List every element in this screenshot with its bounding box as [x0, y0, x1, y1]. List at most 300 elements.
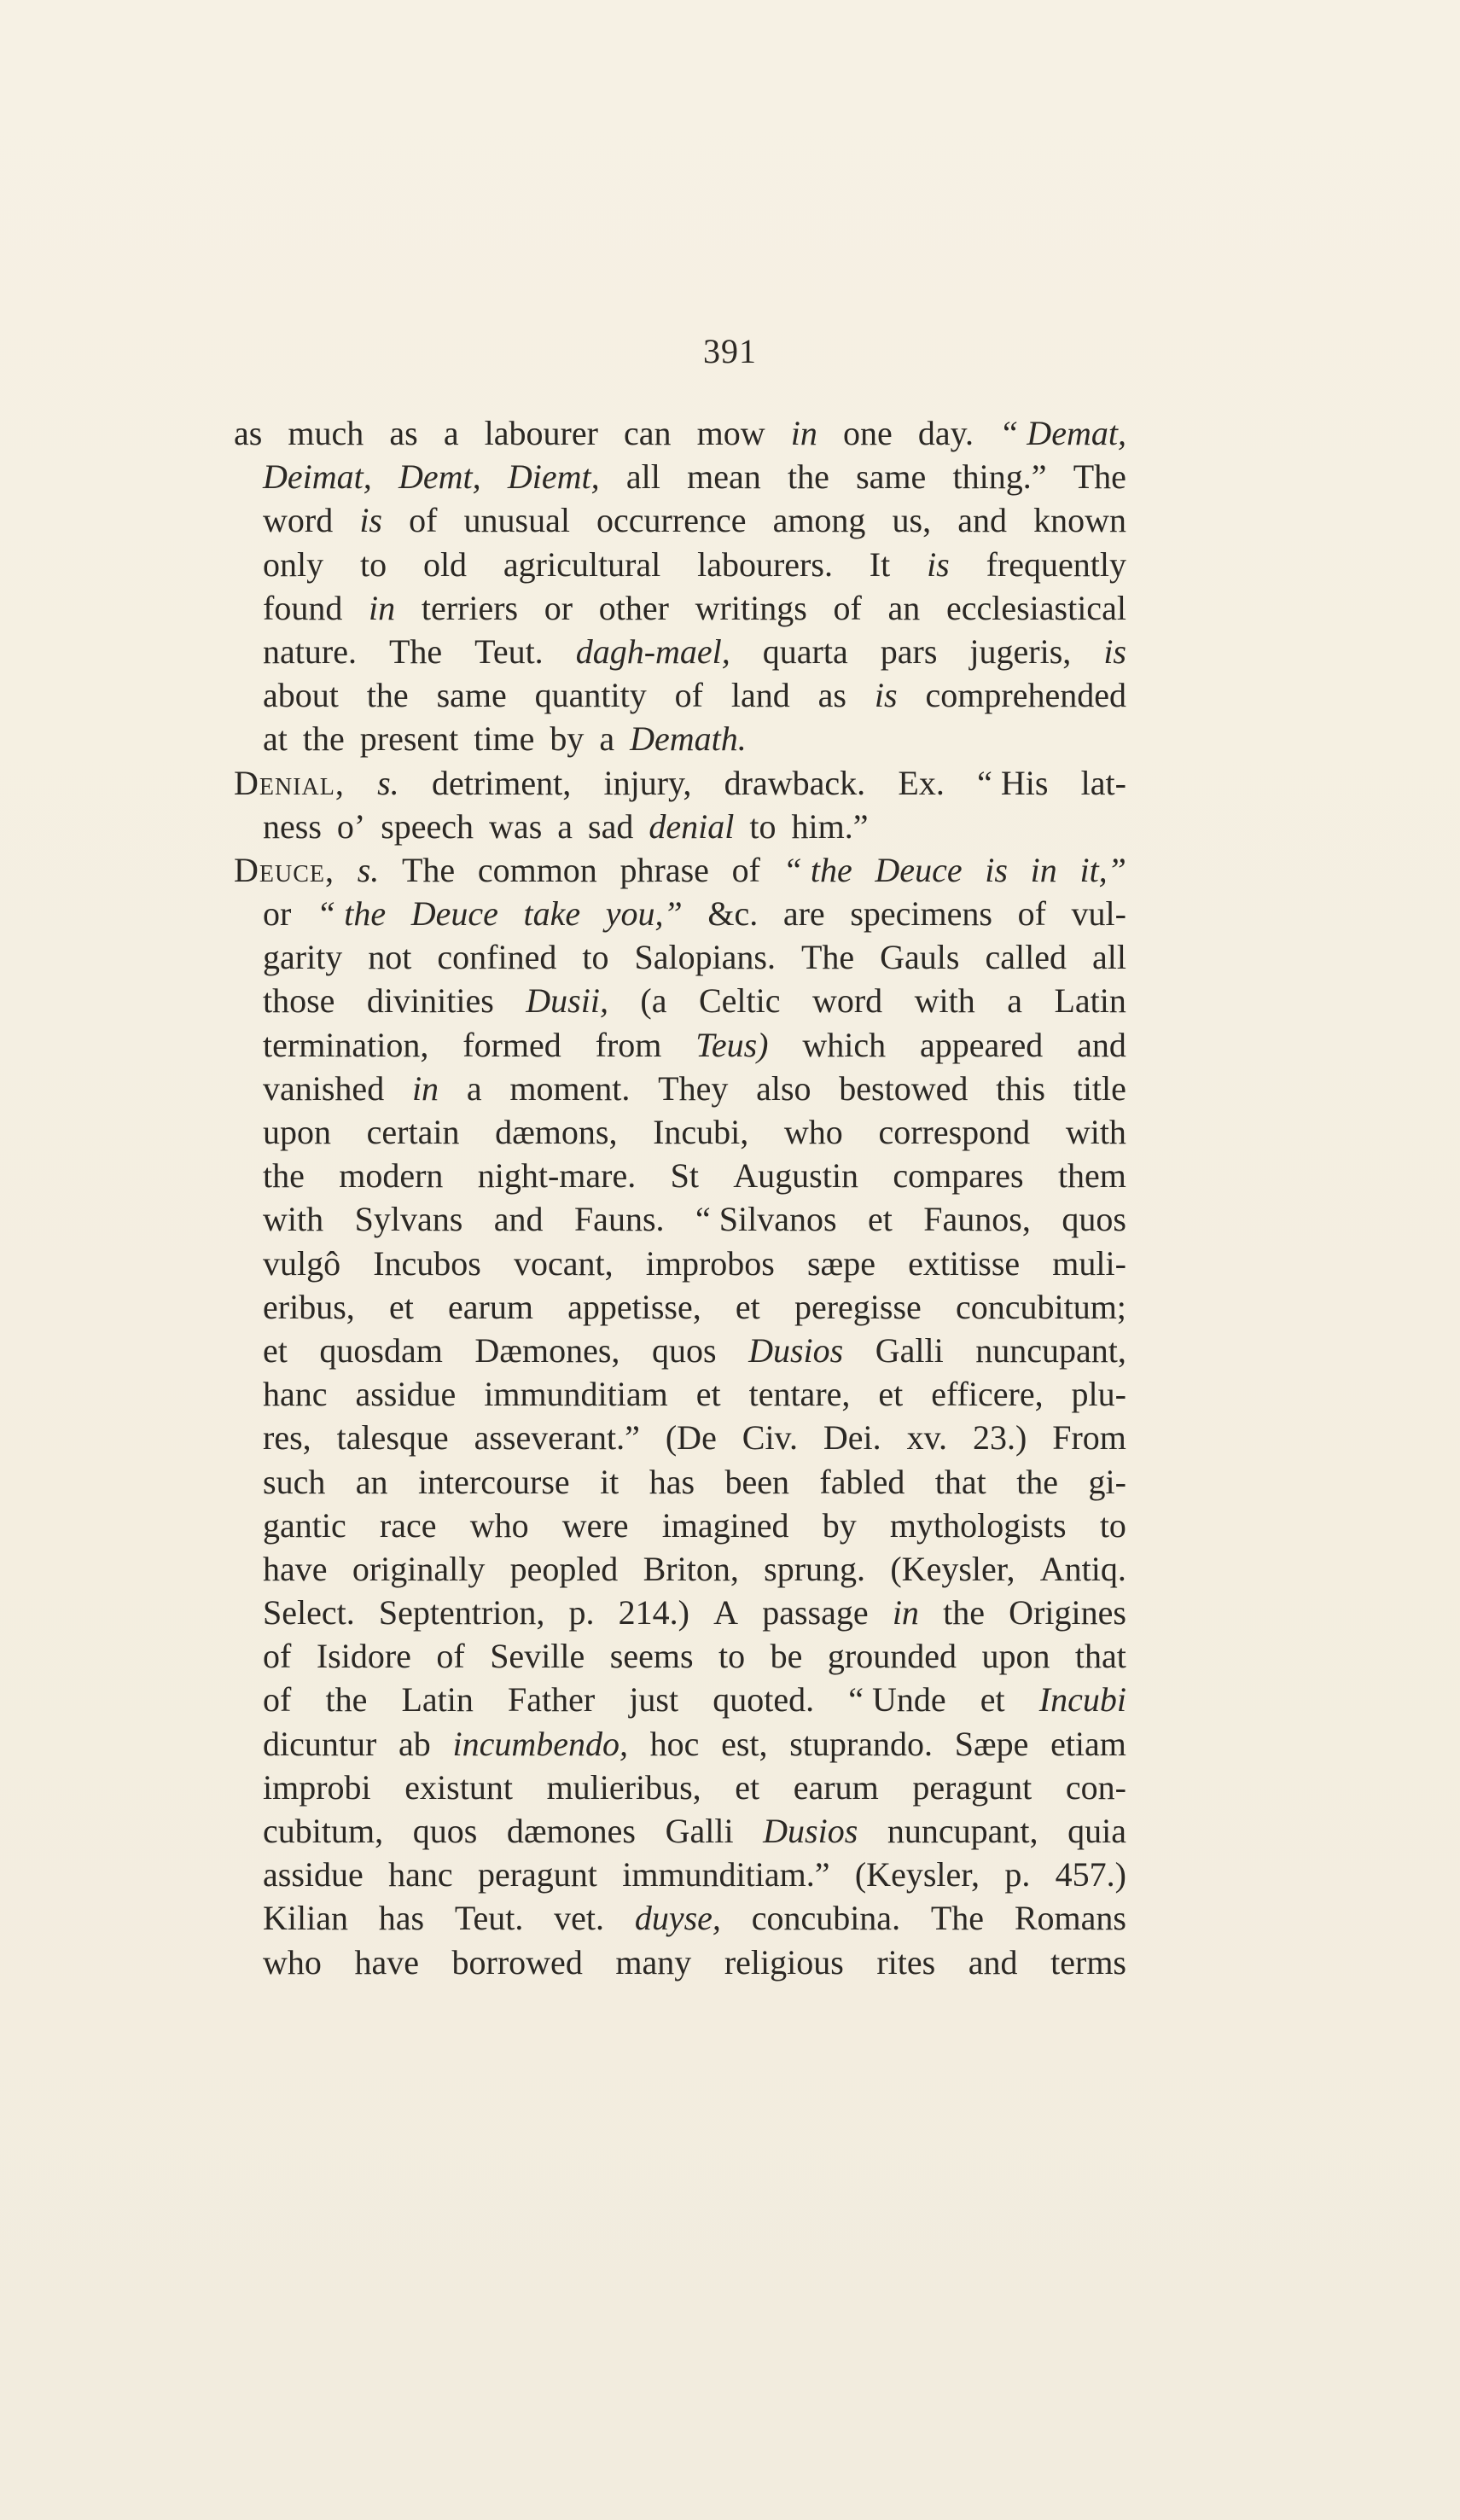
word: Antiq.: [1039, 1549, 1126, 1588]
word: Faunos,: [923, 1200, 1031, 1239]
word: vul-: [1071, 894, 1126, 934]
word: in: [1030, 850, 1057, 889]
word: hoc: [649, 1724, 700, 1763]
word: found: [263, 588, 343, 627]
word: a: [443, 414, 459, 452]
word: quos: [1062, 1200, 1126, 1239]
word: intercourse: [417, 1462, 570, 1501]
word: modern: [339, 1156, 444, 1196]
word: “ Silvanos: [695, 1200, 837, 1239]
word: Celtic: [698, 981, 781, 1021]
word: immunditiam: [484, 1375, 668, 1414]
word: specimens: [850, 894, 992, 934]
word: “ the: [316, 894, 387, 934]
word: the: [325, 1680, 368, 1720]
word: only: [263, 544, 324, 584]
word: incumbendo,: [452, 1724, 628, 1763]
word: day.: [917, 414, 974, 452]
word: peregisse: [794, 1287, 922, 1326]
word: concubina.: [751, 1899, 901, 1938]
word: Briton,: [643, 1549, 739, 1588]
word: upon: [263, 1113, 331, 1151]
word: sad: [588, 806, 634, 846]
word: who: [783, 1113, 843, 1151]
word: et: [695, 1375, 721, 1414]
word: imagined: [661, 1505, 789, 1545]
word: word: [811, 981, 883, 1021]
word: and: [1077, 1025, 1126, 1064]
word: quarta: [762, 631, 848, 671]
word: frequently: [986, 544, 1126, 584]
word: &c.: [707, 894, 759, 934]
word: Select.: [263, 1593, 355, 1632]
word: Incubi: [1038, 1680, 1126, 1720]
word: passage: [762, 1593, 869, 1632]
word: assidue: [263, 1855, 364, 1894]
word: Dusios: [748, 1330, 844, 1370]
word: compares: [893, 1156, 1024, 1196]
word: injury,: [603, 763, 692, 802]
word: the: [787, 457, 829, 497]
word: Augustin: [733, 1156, 858, 1196]
word: much: [288, 414, 364, 452]
word: the: [263, 1156, 305, 1196]
word: the: [943, 1593, 985, 1632]
word: is: [927, 544, 950, 584]
word: vulgô: [263, 1243, 341, 1283]
word: Deuce,: [234, 850, 334, 889]
word: by: [550, 719, 585, 759]
word: Deuce: [875, 850, 963, 889]
word: old: [422, 544, 468, 584]
word: p.: [568, 1593, 595, 1632]
text-line: [234, 1722, 1126, 1766]
word: Sæpe: [954, 1724, 1029, 1763]
word: as: [817, 676, 846, 715]
word: p.: [1004, 1855, 1031, 1894]
word: race: [379, 1505, 437, 1545]
word: o’: [336, 806, 366, 846]
word: and: [957, 501, 1007, 540]
word: grounded: [827, 1637, 957, 1676]
word: quos: [412, 1812, 478, 1850]
word: of: [436, 1637, 465, 1676]
word: mulieribus,: [546, 1767, 701, 1807]
word: nuncupant,: [975, 1330, 1126, 1370]
text-line: [234, 411, 1126, 455]
word: seems: [609, 1637, 694, 1676]
word: et: [388, 1287, 414, 1326]
word: borrowed: [451, 1942, 583, 1982]
word: vet.: [554, 1899, 605, 1938]
word: them: [1057, 1156, 1126, 1196]
text-line: [234, 1197, 1126, 1241]
text-line: [234, 1154, 1126, 1197]
text-line: [234, 1634, 1126, 1678]
word: Latin: [1054, 981, 1126, 1021]
word: the: [366, 676, 409, 715]
word: such: [263, 1462, 326, 1501]
word: in: [411, 1068, 439, 1108]
word: confined: [437, 938, 557, 977]
word: and: [968, 1942, 1018, 1982]
word: just: [629, 1680, 679, 1720]
word: immunditiam.”: [622, 1855, 830, 1894]
word: Isidore: [316, 1637, 411, 1676]
word: of: [263, 1637, 292, 1676]
word: The: [800, 938, 855, 977]
word: him.”: [791, 806, 869, 846]
word: same: [856, 457, 927, 497]
word: to: [1099, 1505, 1126, 1545]
word: in: [790, 414, 817, 452]
word: of: [833, 588, 862, 627]
word: Kilian: [263, 1899, 348, 1938]
word: writings: [695, 588, 807, 627]
word: who: [263, 1942, 322, 1982]
word: et: [263, 1330, 288, 1370]
word: assidue: [355, 1375, 457, 1414]
word: correspond: [878, 1113, 1031, 1151]
word: Diemt,: [507, 457, 600, 497]
word: Demath.: [630, 719, 747, 759]
word: is: [1103, 631, 1126, 671]
word: dagh-mael,: [575, 631, 730, 671]
word: to: [359, 544, 387, 584]
word: (De: [665, 1418, 717, 1458]
word: Gauls: [880, 938, 960, 977]
word: Deimat,: [263, 457, 372, 497]
word: Civ.: [742, 1418, 798, 1458]
word: to: [582, 938, 609, 977]
word: dæmons,: [495, 1113, 618, 1151]
text-line: [234, 1067, 1126, 1110]
word: con-: [1065, 1767, 1126, 1807]
word: (Keysler,: [890, 1549, 1015, 1588]
word: (a: [640, 981, 667, 1021]
word: religious: [724, 1942, 844, 1982]
word: muli-: [1052, 1243, 1126, 1283]
word: thing.”: [952, 457, 1047, 497]
word: you,”: [605, 894, 683, 934]
word: Dusii,: [526, 981, 608, 1021]
word: Origines: [1009, 1593, 1126, 1632]
word: formed: [462, 1025, 561, 1064]
word: it,”: [1079, 850, 1126, 889]
word: appetisse,: [567, 1287, 701, 1326]
word: denial: [649, 806, 735, 846]
word: upon: [981, 1637, 1050, 1676]
word: as: [389, 414, 418, 452]
word: one: [842, 414, 893, 452]
text-line: [234, 543, 1126, 586]
word: a: [599, 719, 615, 759]
word: a: [1007, 981, 1023, 1021]
word: or: [544, 588, 573, 627]
word: They: [658, 1068, 729, 1108]
word: Incubos: [373, 1243, 481, 1283]
word: mean: [687, 457, 761, 497]
word: is: [359, 501, 382, 540]
text-line: [234, 717, 1126, 760]
word: The: [388, 631, 443, 671]
word: Teut.: [454, 1899, 524, 1938]
word: have: [354, 1942, 419, 1982]
word: common: [477, 850, 597, 889]
word: an: [355, 1462, 388, 1501]
word: Dæmones,: [474, 1330, 620, 1370]
word: Salopians.: [634, 938, 776, 977]
word: phrase: [619, 850, 709, 889]
word: to: [718, 1637, 746, 1676]
word: jugeris,: [969, 631, 1072, 671]
word: those: [263, 981, 335, 1021]
word: et: [735, 1287, 760, 1326]
word: about: [263, 676, 339, 715]
word: quos: [651, 1330, 717, 1370]
word: originally: [352, 1549, 486, 1588]
word: has: [649, 1462, 695, 1501]
word: drawback.: [724, 763, 866, 802]
word: Romans: [1014, 1899, 1126, 1938]
word: sæpe: [806, 1243, 875, 1283]
text-line: [234, 1547, 1126, 1591]
word: which: [802, 1025, 887, 1064]
word: us,: [892, 501, 932, 540]
word: all: [1091, 938, 1126, 977]
text-line: [234, 761, 1126, 805]
text-line: [234, 498, 1126, 542]
word: gi-: [1088, 1462, 1126, 1501]
word: is: [985, 850, 1008, 889]
word: nuncupant,: [887, 1812, 1038, 1850]
word: with: [1065, 1113, 1126, 1151]
word: called: [985, 938, 1067, 977]
word: of: [731, 850, 760, 889]
text-line: [234, 1766, 1126, 1809]
word: efficere,: [931, 1375, 1044, 1414]
word: by: [822, 1505, 857, 1545]
word: occurrence: [596, 501, 747, 540]
word: title: [1073, 1068, 1126, 1108]
word: 457.): [1055, 1855, 1126, 1894]
word: other: [598, 588, 669, 627]
text-line: [234, 1853, 1126, 1896]
word: Deuce: [410, 894, 498, 934]
word: xv.: [906, 1418, 948, 1458]
text-line: [234, 1896, 1126, 1940]
text-line: [234, 848, 1126, 892]
word: that: [1074, 1637, 1126, 1676]
text-line: [234, 1460, 1126, 1504]
text-line: [234, 1023, 1126, 1067]
word: quoted.: [713, 1680, 815, 1720]
word: stuprando.: [789, 1724, 933, 1763]
word: dæmones: [506, 1812, 636, 1850]
word: plu-: [1071, 1375, 1126, 1414]
word: in: [892, 1593, 919, 1632]
word: the: [302, 719, 345, 759]
word: terms: [1050, 1942, 1126, 1982]
word: rites: [876, 1942, 936, 1982]
word: s.: [357, 850, 380, 889]
word: Teut.: [474, 631, 544, 671]
word: etiam: [1050, 1724, 1126, 1763]
word: 23.): [972, 1418, 1027, 1458]
word: Galli: [875, 1330, 944, 1370]
word: time: [474, 719, 535, 759]
word: of: [409, 501, 438, 540]
word: this: [996, 1068, 1045, 1108]
word: speech: [381, 806, 474, 846]
word: known: [1033, 501, 1126, 540]
word: divinities: [366, 981, 494, 1021]
word: hanc: [388, 1855, 453, 1894]
word: peragunt: [477, 1855, 597, 1894]
word: ness: [263, 806, 322, 846]
word: et: [878, 1375, 904, 1414]
text-line: [234, 455, 1126, 498]
word: or: [263, 894, 292, 934]
text-line: [234, 1242, 1126, 1285]
word: of: [263, 1680, 292, 1720]
word: et: [867, 1200, 893, 1239]
word: duyse,: [634, 1899, 721, 1938]
word: tentare,: [748, 1375, 851, 1414]
word: St: [670, 1156, 699, 1196]
word: many: [615, 1942, 692, 1982]
word: s.: [377, 763, 399, 802]
word: detriment,: [431, 763, 572, 802]
word: word: [263, 501, 334, 540]
word: vocant,: [513, 1243, 614, 1283]
word: sprung.: [764, 1549, 866, 1588]
word: eribus,: [263, 1287, 355, 1326]
word: and: [493, 1200, 544, 1239]
word: dicuntur: [263, 1724, 377, 1763]
word: quia: [1067, 1812, 1126, 1850]
word: pars: [880, 631, 938, 671]
word: nature.: [263, 631, 357, 671]
word: that: [934, 1462, 986, 1501]
word: 214.): [618, 1593, 689, 1632]
word: in: [369, 588, 396, 627]
word: an: [887, 588, 921, 627]
word: earum: [793, 1767, 879, 1807]
word: termination,: [263, 1025, 429, 1064]
word: with: [263, 1200, 324, 1239]
word: concubitum;: [955, 1287, 1126, 1326]
word: Demt,: [398, 457, 481, 497]
word: a: [466, 1068, 482, 1108]
body-text: [234, 411, 1126, 1984]
text-line: [234, 1678, 1126, 1721]
text-line: [234, 1372, 1126, 1416]
word: “ the: [782, 850, 852, 889]
word: vanished: [263, 1068, 385, 1108]
word: all: [625, 457, 660, 497]
word: Galli: [665, 1812, 734, 1850]
word: at: [263, 719, 288, 759]
word: bestowed: [839, 1068, 968, 1108]
word: peopled: [509, 1549, 619, 1588]
word: extitisse: [908, 1243, 1021, 1283]
word: present: [359, 719, 459, 759]
word: quantity: [534, 676, 647, 715]
text-line: [234, 1504, 1126, 1547]
word: the: [1016, 1462, 1059, 1501]
word: a: [557, 806, 573, 846]
word: Latin: [401, 1680, 474, 1720]
word: were: [561, 1505, 629, 1545]
word: it: [600, 1462, 619, 1501]
word: Septentrion,: [378, 1593, 545, 1632]
text-line: [234, 586, 1126, 630]
word: from: [595, 1025, 662, 1064]
word: It: [869, 544, 891, 584]
word: night-mare.: [477, 1156, 637, 1196]
word: with: [914, 981, 975, 1021]
word: Dusios: [763, 1812, 858, 1850]
word: certain: [366, 1113, 460, 1151]
word: among: [772, 501, 866, 540]
word: as: [234, 414, 263, 452]
word: also: [756, 1068, 811, 1108]
word: was: [489, 806, 543, 846]
word: est,: [721, 1724, 768, 1763]
word: not: [368, 938, 412, 977]
word: terriers: [421, 588, 519, 627]
word: of: [674, 676, 703, 715]
text-line: [234, 1591, 1126, 1634]
text-line: [234, 892, 1126, 935]
word: Fauns.: [573, 1200, 665, 1239]
word: mythologists: [889, 1505, 1067, 1545]
word: fabled: [819, 1462, 905, 1501]
word: agricultural: [503, 544, 661, 584]
word: Seville: [490, 1637, 585, 1676]
word: Sylvans: [354, 1200, 463, 1239]
word: moment.: [509, 1068, 631, 1108]
word: Teus): [695, 1025, 769, 1064]
word: are: [782, 894, 825, 934]
word: Father: [508, 1680, 596, 1720]
word: gantic: [263, 1505, 346, 1545]
word: (Keysler,: [854, 1855, 980, 1894]
word: been: [724, 1462, 789, 1501]
word: “ Demat,: [999, 414, 1126, 452]
word: comprehended: [925, 676, 1126, 715]
word: peragunt: [912, 1767, 1032, 1807]
word: improbi: [263, 1767, 371, 1807]
word: ab: [398, 1724, 431, 1763]
text-line: [234, 979, 1126, 1022]
word: asseverant.”: [474, 1418, 640, 1458]
word: res,: [263, 1418, 311, 1458]
word: ecclesiastical: [945, 588, 1126, 627]
word: Denial,: [234, 763, 345, 802]
word: can: [624, 414, 672, 452]
word: same: [436, 676, 507, 715]
word: lat-: [1080, 763, 1126, 802]
text-line: [234, 673, 1126, 717]
word: labourers.: [697, 544, 833, 584]
word: take: [523, 894, 581, 934]
word: “ Unde: [848, 1680, 946, 1720]
page-number: 391: [703, 332, 757, 370]
word: who: [469, 1505, 529, 1545]
word: The: [1073, 457, 1126, 497]
